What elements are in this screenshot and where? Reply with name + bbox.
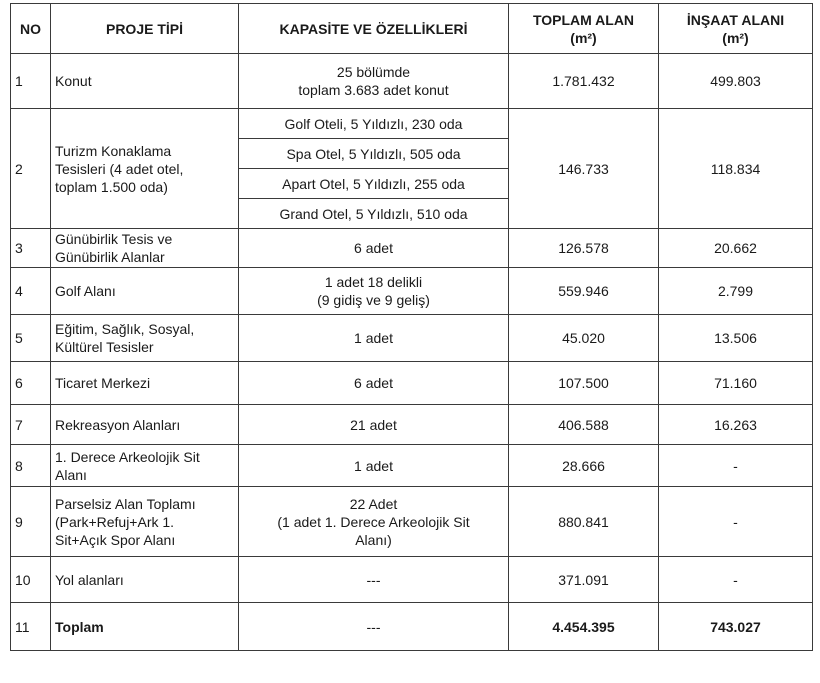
row-kapasite-line: 22 Adet [349, 495, 398, 512]
row-kapasite-line: 25 bölümde [336, 64, 411, 80]
row-insaat-alani: 71.160 [659, 362, 813, 405]
row-toplam-alan: 107.500 [509, 362, 659, 405]
row-toplam-alan: 880.841 [509, 487, 659, 557]
header-insaat-alani [659, 4, 813, 54]
row-insaat-alani: 13.506 [659, 315, 813, 362]
row-kapasite-line: (9 gidiş ve 9 geliş) [317, 292, 430, 308]
row-kapasite-line: Alanı) [355, 531, 392, 548]
row-kapasite: --- [239, 603, 509, 651]
row-kapasite-line: (1 adet 1. Derece Arkeolojik Sit [277, 513, 470, 530]
row-kapasite: 21 adet [239, 405, 509, 445]
header-insaat-alani-unit: (m²) [722, 29, 749, 46]
row-kapasite: 1 adet [239, 445, 509, 487]
row-kapasite-line: toplam 3.683 adet konut [298, 82, 449, 98]
row-proje-tipi-line: Ticaret Merkezi [55, 375, 151, 391]
row-proje-tipi-line: Parselsiz Alan Toplamı [55, 495, 196, 512]
row-proje-tipi [51, 405, 239, 445]
row-kapasite [239, 487, 509, 557]
row-no: 4 [11, 268, 51, 315]
row-proje-tipi [51, 315, 239, 362]
row-no: 6 [11, 362, 51, 405]
row-proje-tipi-line: Toplam [55, 618, 104, 635]
row-proje-tipi-line: Turizm Konaklama [55, 142, 172, 159]
table-row [11, 445, 813, 487]
row-insaat-alani: 2.799 [659, 268, 813, 315]
row-proje-tipi [51, 603, 239, 651]
row-proje-tipi [51, 362, 239, 405]
row-insaat-alani: - [659, 445, 813, 487]
table-row [11, 315, 813, 362]
row-proje-tipi [51, 109, 239, 229]
header-insaat-alani-label: İNŞAAT ALANI [686, 11, 785, 28]
table-row [11, 109, 813, 139]
row-proje-tipi-line: (Park+Refuj+Ark 1. [55, 513, 175, 530]
row-toplam-alan: 45.020 [509, 315, 659, 362]
row-insaat-alani: - [659, 557, 813, 603]
table-row [11, 405, 813, 445]
row-toplam-alan: 4.454.395 [509, 603, 659, 651]
row-kapasite: 1 adet [239, 315, 509, 362]
row-proje-tipi-line: Günübirlik Alanlar [55, 249, 165, 265]
row-proje-tipi [51, 557, 239, 603]
row-kapasite-hotel: Spa Otel, 5 Yıldızlı, 505 oda [239, 139, 509, 169]
row-toplam-alan: 146.733 [509, 109, 659, 229]
row-no: 7 [11, 405, 51, 445]
row-proje-tipi-line: Sit+Açık Spor Alanı [55, 531, 176, 548]
row-proje-tipi [51, 268, 239, 315]
row-kapasite: 6 adet [239, 229, 509, 268]
row-toplam-alan: 1.781.432 [509, 54, 659, 109]
table-total-row [11, 603, 813, 651]
row-insaat-alani: - [659, 487, 813, 557]
header-toplam-alan-label: TOPLAM ALAN [532, 11, 635, 28]
header-kapasite: KAPASİTE VE ÖZELLİKLERİ [239, 4, 509, 54]
row-insaat-alani: 499.803 [659, 54, 813, 109]
header-no: NO [11, 4, 51, 54]
row-proje-tipi [51, 229, 239, 268]
header-toplam-alan [509, 4, 659, 54]
row-no: 1 [11, 54, 51, 109]
row-proje-tipi-line: Günübirlik Tesis ve [55, 231, 173, 247]
row-proje-tipi-line: Tesisleri (4 adet otel, [55, 160, 184, 177]
row-no: 5 [11, 315, 51, 362]
row-no: 8 [11, 445, 51, 487]
row-no: 10 [11, 557, 51, 603]
table-row [11, 557, 813, 603]
table-header-row [11, 4, 813, 54]
row-proje-tipi-line: Golf Alanı [55, 283, 116, 299]
header-toplam-alan-unit: (m²) [570, 29, 597, 46]
row-proje-tipi-line: Kültürel Tesisler [55, 339, 154, 355]
row-no: 11 [11, 603, 51, 651]
row-toplam-alan: 126.578 [509, 229, 659, 268]
row-no: 2 [11, 109, 51, 229]
row-proje-tipi [51, 487, 239, 557]
row-kapasite [239, 268, 509, 315]
row-proje-tipi-line: Alanı [55, 466, 87, 483]
row-toplam-alan: 559.946 [509, 268, 659, 315]
row-kapasite-line: 1 adet 18 delikli [324, 274, 423, 290]
header-proje-tipi: PROJE TİPİ [51, 4, 239, 54]
row-no: 3 [11, 229, 51, 268]
row-kapasite: 6 adet [239, 362, 509, 405]
row-no: 9 [11, 487, 51, 557]
row-proje-tipi [51, 54, 239, 109]
table-row [11, 229, 813, 268]
row-proje-tipi-line: Yol alanları [55, 571, 124, 588]
row-insaat-alani: 16.263 [659, 405, 813, 445]
row-proje-tipi-line: 1. Derece Arkeolojik Sit [55, 448, 200, 465]
row-proje-tipi [51, 445, 239, 487]
table-row [11, 362, 813, 405]
row-toplam-alan: 406.588 [509, 405, 659, 445]
row-proje-tipi-line: Rekreasyon Alanları [55, 416, 181, 433]
row-kapasite-hotel: Apart Otel, 5 Yıldızlı, 255 oda [239, 169, 509, 199]
row-proje-tipi-line: toplam 1.500 oda) [55, 178, 168, 195]
row-toplam-alan: 371.091 [509, 557, 659, 603]
table-row [11, 487, 813, 557]
row-kapasite: --- [239, 557, 509, 603]
row-toplam-alan: 28.666 [509, 445, 659, 487]
row-insaat-alani: 20.662 [659, 229, 813, 268]
table-row [11, 268, 813, 315]
row-insaat-alani: 118.834 [659, 109, 813, 229]
row-kapasite-hotel: Golf Oteli, 5 Yıldızlı, 230 oda [239, 109, 509, 139]
row-proje-tipi-line: Konut [55, 73, 92, 89]
project-area-table [10, 3, 813, 651]
row-insaat-alani: 743.027 [659, 603, 813, 651]
table-row [11, 54, 813, 109]
row-proje-tipi-line: Eğitim, Sağlık, Sosyal, [55, 321, 195, 337]
row-kapasite [239, 54, 509, 109]
row-kapasite-hotel: Grand Otel, 5 Yıldızlı, 510 oda [239, 199, 509, 229]
